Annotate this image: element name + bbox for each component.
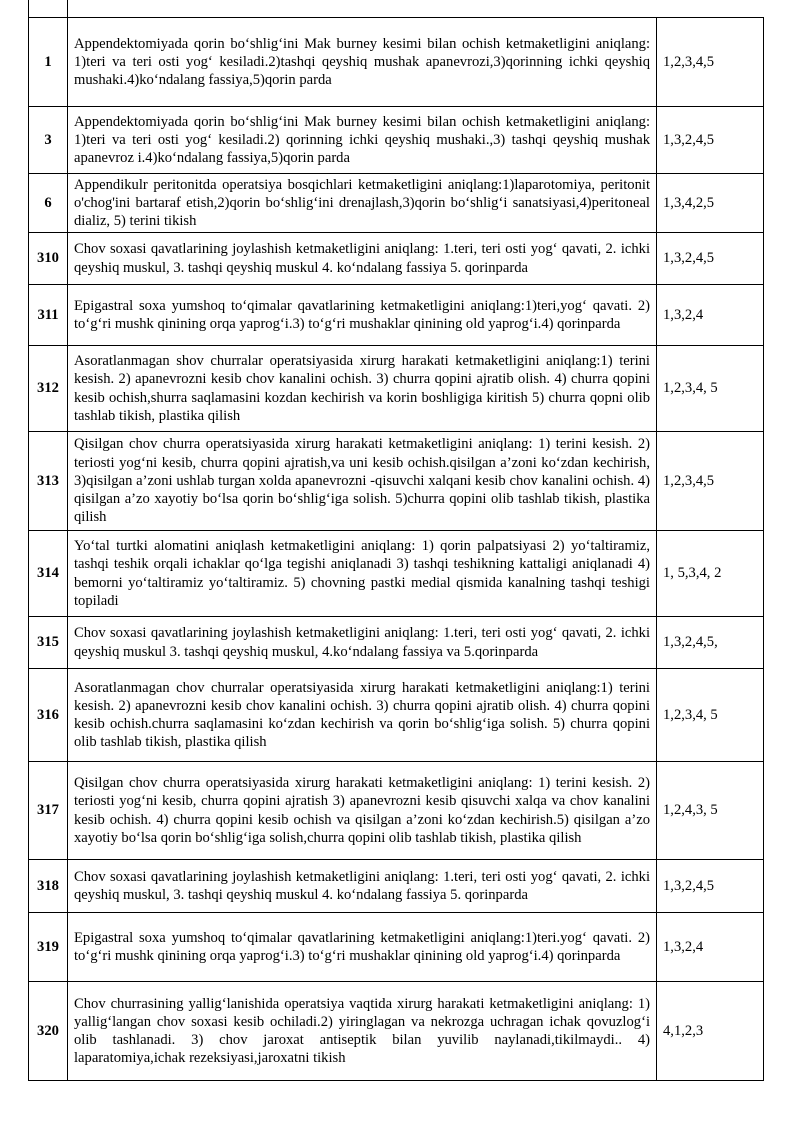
question-number: 6 (29, 174, 68, 233)
answer-sequence: 1,3,4,2,5 (657, 174, 764, 233)
question-text: Chov soxasi qavatlarining joylashish ketmaketligini aniqlang: 1.teri, teri osti yog‘ qavati, 2. ichki qeyshiq muskul, 3. tashqi qeyshiq muskul 4. ko‘ndalang fassiya 5. qorinparda (68, 233, 657, 285)
answer-sequence: 1,2,3,4,5 (657, 432, 764, 531)
question-number: 312 (29, 346, 68, 432)
table-row (29, 432, 764, 531)
table-continuation-line-middle (67, 0, 68, 18)
question-text: Qisilgan chov churra operatsiyasida xirurg harakati ketmaketligini aniqlang: 1) terini kesish. 2) teriosti yog‘ni kesib, churra qopini ajratish 3) apanevrozni kesib qisuvchi xalqa va chov kanalini kesib ochish. 4) churra qopini kesib ochish va qisilgan a’zoni ko‘zdan kechirish.5) qisilgan a’zo xayotiy bo‘lsa qorin bo‘shlig‘iga solish,churra qopini olib tashlab tikish, plastika qilish (68, 762, 657, 860)
question-text: Chov soxasi qavatlarining joylashish ketmaketligini aniqlang: 1.teri, teri osti yog‘ qavati, 2. ichki qeyshiq muskul 3. tashqi qeyshiq muskul, 4.ko‘ndalang fassiya va 5.qorinparda (68, 617, 657, 669)
table-continuation-line-left (28, 0, 29, 18)
question-text: Epigastral soxa yumshoq to‘qimalar qavatlarining ketmaketligini aniqlang:1)teri.yog‘ qavati. 2) to‘g‘ri mushk qinining orqa yaprog‘i.3) to‘g‘ri mushaklar qinining old yaprog‘i.4) qorinparda (68, 913, 657, 982)
question-number: 317 (29, 762, 68, 860)
question-number: 318 (29, 860, 68, 913)
table-row (29, 669, 764, 762)
answer-sequence: 1,3,2,4,5 (657, 860, 764, 913)
answer-sequence: 1,2,3,4, 5 (657, 346, 764, 432)
question-text: Appendektomiyada qorin bo‘shlig‘ini Mak burney kesimi bilan ochish ketmaketligini aniqlang: 1)teri va teri osti yog‘ kesiladi.2)tashqi qeyshiq mushak apanevrozi,3)qorinning ichki qeyshiq mushaki.4)ko‘ndalang fassiya,5)qorin parda (68, 18, 657, 107)
answer-sequence: 1,2,4,3, 5 (657, 762, 764, 860)
answer-sequence: 1,3,2,4 (657, 913, 764, 982)
table-row (29, 860, 764, 913)
questions-table-body (29, 18, 764, 1081)
question-text: Qisilgan chov churra operatsiyasida xirurg harakati ketmaketligini aniqlang: 1) terini kesish. 2) teriosti yog‘ni kesib, churra qopini ajratish,va uni kesib ochish.qisilgan a’zoni ko‘zdan kechirish, 3)qisilgan a’zoni ushlab turgan xolda apanevrozni -qisuvchi xalqani kesib chov kanalini ochish. 4) qisilgan a’zo xayotiy bo‘lsa qorin bo‘shlig‘iga solish. 5)churra qopini olib tashlab tikish, plastika qilish (68, 432, 657, 531)
question-number: 311 (29, 285, 68, 346)
answer-sequence: 1,3,2,4,5, (657, 617, 764, 669)
table-row (29, 346, 764, 432)
question-number: 1 (29, 18, 68, 107)
answer-sequence: 1,3,2,4 (657, 285, 764, 346)
question-text: Appendektomiyada qorin bo‘shlig‘ini Mak burney kesimi bilan ochish ketmaketligini aniqlang: 1)teri va teri osti yog‘ kesiladi.2) qorinning ichki qeyshiq mushaki.,3) tashqi qeyshiq mushak apanevroz i.4)ko‘ndalang fassiya,5)qorin parda (68, 107, 657, 174)
question-number: 3 (29, 107, 68, 174)
table-row (29, 982, 764, 1081)
question-number: 320 (29, 982, 68, 1081)
question-text: Epigastral soxa yumshoq to‘qimalar qavatlarining ketmaketligini aniqlang:1)teri,yog‘ qavati. 2) to‘g‘ri mushk qinining orqa yaprog‘i.3) to‘g‘ri mushaklar qinining old yaprog‘i.4) qorinparda (68, 285, 657, 346)
answer-sequence: 1,3,2,4,5 (657, 233, 764, 285)
answer-sequence: 1, 5,3,4, 2 (657, 531, 764, 617)
question-text: Chov churrasining yallig‘lanishida operatsiya vaqtida xirurg harakati ketmaketligini aniqlang: 1) yallig‘langan chov soxasi kesib ochiladi.2) yiringlagan va nekrozga uchragan ichak qovuzlog‘i olib tashlanadi. 3) chov jaroxat antiseptik bilan yuvilib naylanadi,tikilmaydi.. 4) laparatomiya,ichak rezeksiyasi,jaroxatni tikish (68, 982, 657, 1081)
table-row (29, 107, 764, 174)
answer-sequence: 1,3,2,4,5 (657, 107, 764, 174)
answer-sequence: 1,2,3,4,5 (657, 18, 764, 107)
table-row (29, 174, 764, 233)
answer-sequence: 4,1,2,3 (657, 982, 764, 1081)
question-text: Asoratlanmagan chov churralar operatsiyasida xirurg harakati ketmaketligini aniqlang:1) terini kesish. 2) apanevrozni kesib chov kanalini ochish. 3) churra qopini ajratib olish. 4) churra qopini kesib ochish.churra saqlamasini ko‘zdan kechirish va qorin bo‘shlig‘iga solish. 5) churra qopini olib tashlab tikish, plastika qilish (68, 669, 657, 762)
question-number: 310 (29, 233, 68, 285)
table-row (29, 18, 764, 107)
question-number: 316 (29, 669, 68, 762)
question-number: 313 (29, 432, 68, 531)
table-row (29, 233, 764, 285)
table-row (29, 617, 764, 669)
question-text: Asoratlanmagan shov churralar operatsiyasida xirurg harakati ketmaketligini aniqlang:1) terini kesish. 2) apanevrozni kesib chov kanalini ochish. 3) churra qopini ajratib olish. 4) churra qopini kesib ochish,shurra saqlamasini kozdan kechirish va korin boshligiga kiritish 5) churra qopni olib tashlab tikish, plastika qilish (68, 346, 657, 432)
question-number: 319 (29, 913, 68, 982)
question-text: Yo‘tal turtki alomatini aniqlash ketmaketligini aniqlang: 1) qorin palpatsiyasi 2) yo‘taltiramiz, tashqi teshik orqali ichaklar qo‘lga tegishi aniqlanadi 3) tashqi teshikning kattaligi aniqlanadi 4) bemorni yo‘taltiramiz yo‘taltiramiz. 5) chovning pastki medial qismida kanalning tashqi teshigi topiladi (68, 531, 657, 617)
question-text: Chov soxasi qavatlarining joylashish ketmaketligini aniqlang: 1.teri, teri osti yog‘ qavati, 2. ichki qeyshiq muskul, 3. tashqi qeyshiq muskul 4. ko‘ndalang fassiya 5. qorinparda (68, 860, 657, 913)
table-row (29, 531, 764, 617)
question-text: Appendikulr peritonitda operatsiya bosqichlari ketmaketligini aniqlang:1)laparotomiya, peritonit o'chog'ini bartaraf etish,2)qorin bo‘shlig‘ini drenajlash,3)qorin bo‘shlig‘i sanatsiyasi,4)peritoneal dializ, 5) terini tikish (68, 174, 657, 233)
questions-table (28, 17, 764, 1081)
table-row (29, 285, 764, 346)
question-number: 314 (29, 531, 68, 617)
answer-sequence: 1,2,3,4, 5 (657, 669, 764, 762)
table-row (29, 913, 764, 982)
table-row (29, 762, 764, 860)
question-number: 315 (29, 617, 68, 669)
